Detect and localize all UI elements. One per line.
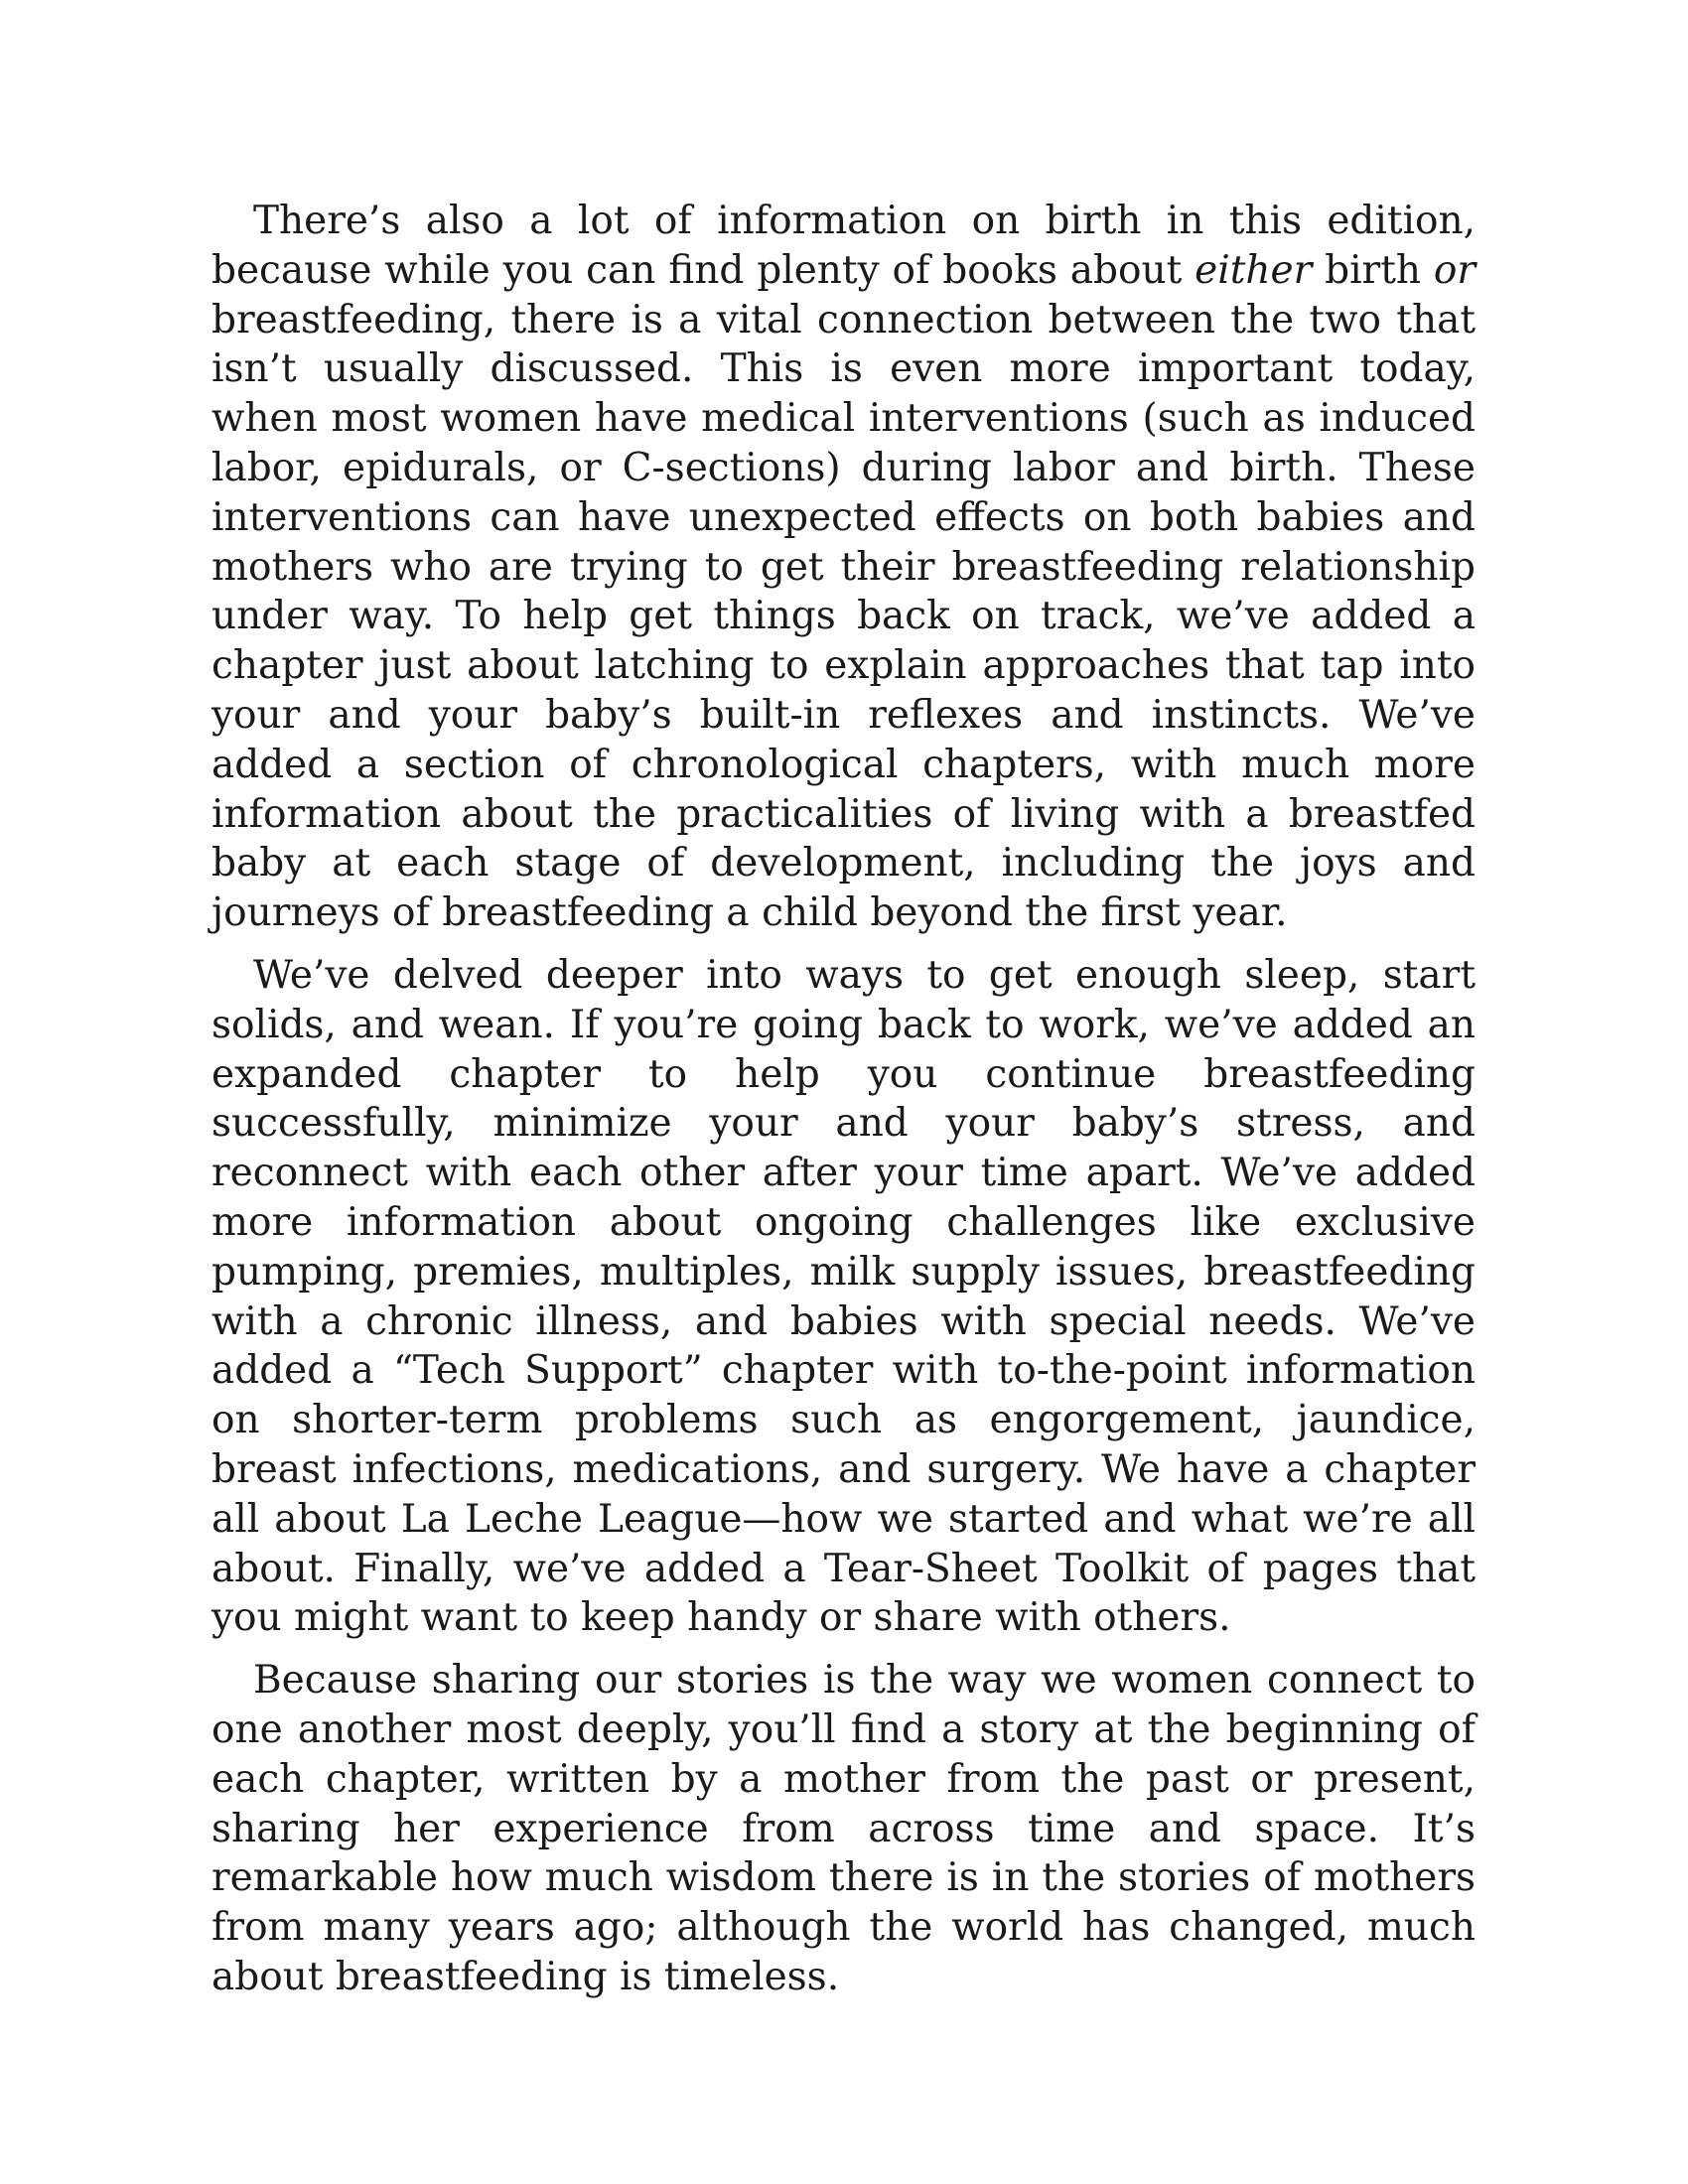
paragraph-birth-connection — [211, 197, 1476, 938]
text-segment: birth — [1312, 247, 1434, 293]
text-segment: breastfeeding, there is a vital connection between the two that isn’t usually discussed. This is even more important today, when most women have medical interventions (such as induced labor, epidurals, or C-sections) during labor and birth. These interventions can have unexpected effects on both babies and mothers who are trying to get their breastfeeding relationship under way. To help get things back on track, we’ve added a chapter just about latching to explain approaches that tap into your and your baby’s built-in reflexes and instincts. We’ve added a section of chronological chapters, with much more information about the practicalities of living with a breastfed baby at each stage of development, including the joys and journeys of breastfeeding a child beyond the first year. — [211, 297, 1476, 936]
text-segment: We’ve delved deeper into ways to get enough sleep, start solids, and wean. If you’re going back to work, we’ve added an expanded chapter to help you continue breastfeeding successfully, minimize your and your baby’s stress, and reconnect with each other after your time apart. We’ve added more information about ongoing challenges like exclusive pumping, premies, multiples, milk supply issues, breastfeeding with a chronic illness, and babies with special needs. We’ve added a “Tech Support” chapter with to-the-point information on shorter-term problems such as engorgement, jaundice, breast infections, medications, and surgery. We have a chapter all about La Leche League—how we started and what we’re all about. Finally, we’ve added a Tear-Sheet Toolkit of pages that you might want to keep handy or share with others. — [211, 952, 1476, 1641]
page-body — [211, 197, 1476, 2015]
italic-or: or — [1433, 247, 1476, 293]
text-segment: Because sharing our stories is the way we women connect to one another most deeply, you’ll find a story at the beginning of each chapter, written by a mother from the past or present, sharing her experience from across time and space. It’s remarkable how much wisdom there is in the stories of mothers from many years ago; although the world has changed, much about breastfeeding is timeless. — [211, 1658, 1476, 1999]
text-segment: There’s also a lot of information on birth in this edition, because while you can find plenty of books about — [211, 199, 1476, 293]
italic-either: either — [1195, 247, 1313, 293]
paragraph-new-chapters — [211, 951, 1476, 1643]
paragraph-mothers-stories — [211, 1656, 1476, 2002]
